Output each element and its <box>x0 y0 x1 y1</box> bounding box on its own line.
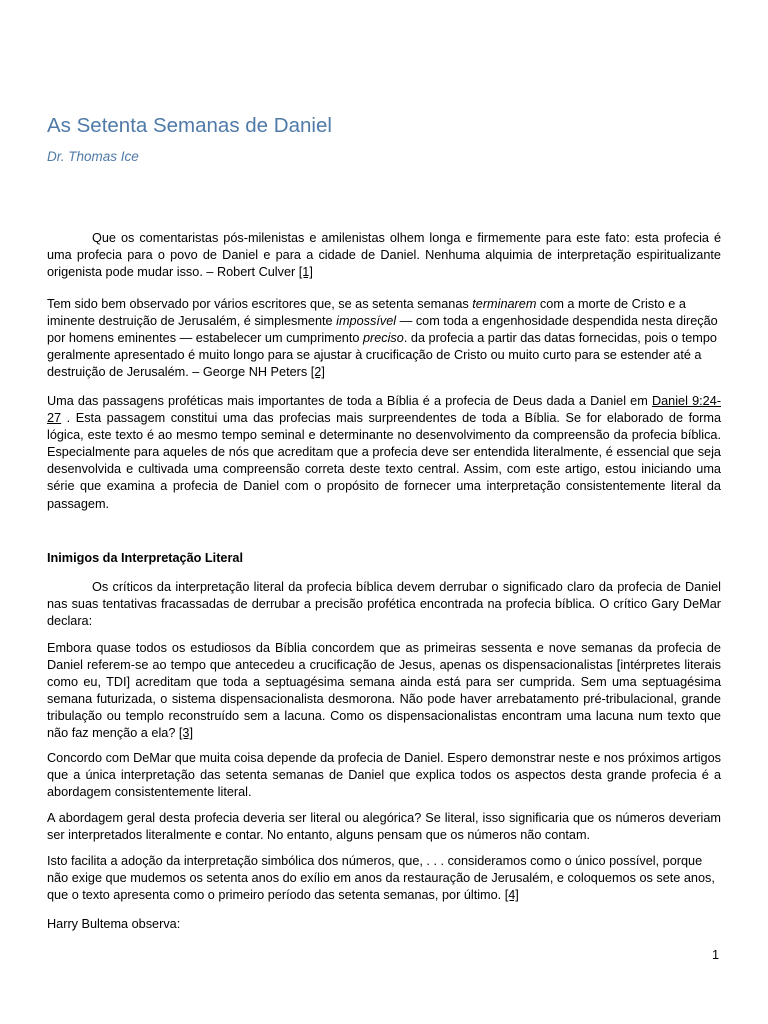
paragraph-text: . Esta passagem constitui uma das profecias mais surpreendentes de toda a Bíblia. Se for elaborado de forma lógica, este texto é ao mesmo tempo seminal e determinante no desenvolvimento da compreensão da profecia bíblica. Especialmente para aqueles de nós que acreditam que a profecia deve ser entendida literalmente, é essencial que seja desenvolvida e cultivada uma compreensão correta deste texto central. Assim, com este artigo, estou iniciando uma série que examina a profecia de Daniel com o propósito de fornecer uma interpretação consistentemente literal da passagem. <box>47 411 721 511</box>
emphasis-text: preciso <box>362 331 404 346</box>
bultema-intro <box>47 916 721 933</box>
paragraph-text: Que os comentaristas pós-milenistas e amilenistas olhem longa e firmemente para este fato: esta profecia é uma profecia para o povo de Daniel e para a cidade de Daniel. Nenhuma alquimia de interpretação espiritualizante origenista pode mudar isso. – Robert Culver <box>47 231 721 280</box>
paragraph-text: Concordo com DeMar que muita coisa depende da profecia de Daniel. Espero demonstrar neste e nos próximos artigos que a única interpretação das setenta semanas de Daniel que explica todos os aspectos desta grande profecia é a abordagem consistentemente literal. <box>47 751 721 800</box>
paragraph-text: Tem sido bem observado por vários escritores que, se as setenta semanas <box>47 297 473 311</box>
emphasis-text: impossível <box>336 314 397 329</box>
paragraph-text: com a morte de Cristo e a iminente destruição de Jerusalém, é simplesmente <box>47 297 686 329</box>
document-title: As Setenta Semanas de Daniel <box>47 114 332 137</box>
paragraph-text: Isto facilita a adoção da interpretação simbólica dos números, que, . . . consideramos como o único possível, porque não exige que mudemos os setenta anos do exílio em anos da restauração de Jerusalém, e coloquemos os sete anos, que o texto apresenta como o primeiro período das setenta semanas, por último. <box>47 854 715 903</box>
epigraph-peters <box>47 296 721 381</box>
scripture-link-daniel[interactable]: Daniel 9:24-27 <box>47 394 721 426</box>
demar-quote <box>47 640 721 743</box>
intro-paragraph <box>47 393 721 513</box>
emphasis-text: terminarem <box>472 297 537 311</box>
paragraph-text: Embora quase todos os estudiosos da Bíblia concordem que as primeiras sessenta e nove semanas da profecia de Daniel referem-se ao tempo que antecedeu a crucificação de Jesus, apenas os dispensacionalistas [intérpretes literais como eu, TDI] acreditam que toda a septuagésima semana ainda está para ser cumprida. Sem uma septuagésima semana futurizada, o sistema dispensacionalista desmorona. Não pode haver arrebatamento pré-tribulacional, grande tribulação ou templo reconstruído sem a lacuna. Como os dispensacionalistas encontram uma lacuna num texto que não faz menção a ela? <box>47 641 721 741</box>
paragraph-text: A abordagem geral desta profecia deveria ser literal ou alegórica? Se literal, isso significaria que os números deveriam ser interpretados literalmente e contar. No entanto, alguns pensam que os números não contam. <box>47 811 721 843</box>
agreement-paragraph <box>47 750 721 801</box>
paragraph-text: Harry Bultema observa: <box>47 917 181 931</box>
paragraph-text: Uma das passagens proféticas mais importantes de toda a Bíblia é a profecia de Deus dada a Daniel em <box>47 394 652 408</box>
symbolic-quote <box>47 853 721 904</box>
paragraph-text: — com toda a engenhosidade despendida nesta direção por homens eminentes — estabelecer um cumprimento <box>47 314 718 346</box>
epigraph-culver <box>47 230 721 281</box>
approach-paragraph <box>47 810 721 844</box>
paragraph-text: Os críticos da interpretação literal da profecia bíblica devem derrubar o significado claro da profecia de Daniel nas suas tentativas fracassadas de derrubar a precisão profética encontrada na profecia bíblica. O crítico Gary DeMar declara: <box>47 580 721 629</box>
paragraph-text: . da profecia a partir das datas fornecidas, pois o tempo geralmente apresentado é muito longo para se ajustar à crucificação de Cristo ou muito curto para se estender até a destruição de Jerusalém. – George NH Peters <box>47 331 717 380</box>
footnote-ref-1[interactable]: [1] <box>298 265 313 280</box>
critics-paragraph <box>47 579 721 630</box>
page-number: 1 <box>712 948 720 962</box>
footnote-ref-4[interactable]: [4] <box>504 888 519 903</box>
footnote-ref-3[interactable]: [3] <box>178 726 194 741</box>
footnote-ref-2[interactable]: [2] <box>310 365 325 380</box>
section-heading: Inimigos da Interpretação Literal <box>47 551 243 565</box>
document-author: Dr. Thomas Ice <box>47 149 139 164</box>
